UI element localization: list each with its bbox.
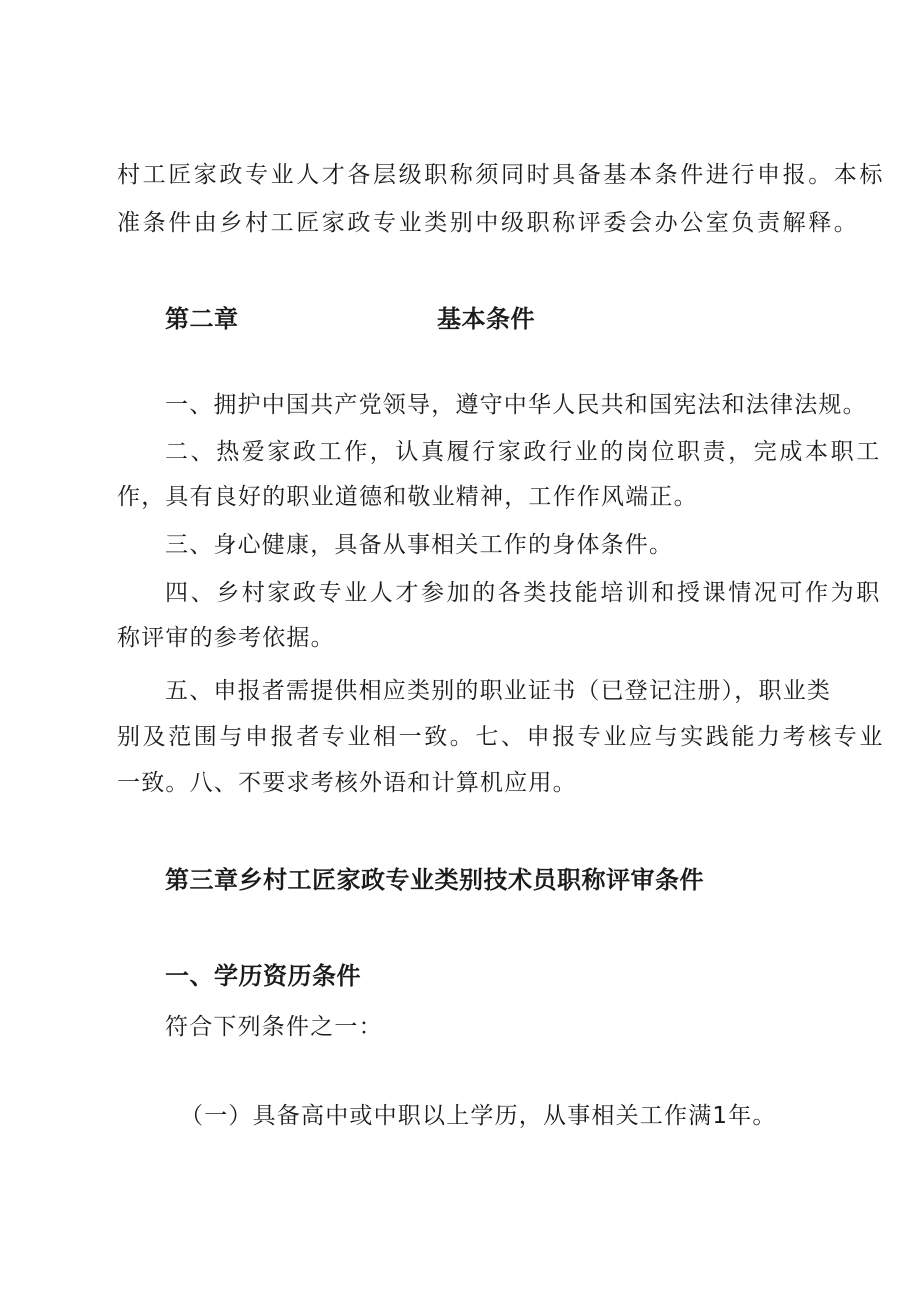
chapter-3-title: 第三章乡村工匠家政专业类别技术员职称评审条件 <box>165 866 704 894</box>
intro-line-1: 村工匠家政专业人才各层级职称须同时具备基本条件进行申报。本标 <box>117 162 885 188</box>
basic-condition-4-cont: 称评审的参考依据。 <box>117 625 335 651</box>
basic-condition-2-cont: 作，具有良好的职业道德和敬业精神，工作作风端正。 <box>117 484 698 510</box>
basic-condition-5-cont-2: 一致。八、不要求考核外语和计算机应用。 <box>117 770 577 796</box>
intro-line-2: 准条件由乡村工匠家政专业类别中级职称评委会办公室负责解释。 <box>117 210 860 236</box>
section-1-item-1: （一）具备高中或中职以上学历，从事相关工作满1年。 <box>180 1103 777 1129</box>
basic-condition-2: 二、热爱家政工作，认真履行家政行业的岗位职责，完成本职工 <box>165 439 882 465</box>
basic-condition-3: 三、身心健康，具备从事相关工作的身体条件。 <box>165 532 674 558</box>
basic-condition-5-cont-1: 别及范围与申报者专业相一致。七、申报专业应与实践能力考核专业 <box>117 724 885 750</box>
basic-condition-4: 四、乡村家政专业人才参加的各类技能培训和授课情况可作为职 <box>165 580 882 606</box>
basic-condition-1: 一、拥护中国共产党领导，遵守中华人民共和国宪法和法律法规。 <box>165 392 867 418</box>
chapter-2-subtitle: 基本条件 <box>437 305 535 333</box>
basic-condition-5: 五、申报者需提供相应类别的职业证书（已登记注册），职业类 <box>165 678 832 704</box>
section-1-title: 一、学历资历条件 <box>165 962 361 990</box>
section-1-lead: 符合下列条件之一： <box>165 1014 383 1040</box>
chapter-2-title: 第二章 <box>165 305 239 333</box>
